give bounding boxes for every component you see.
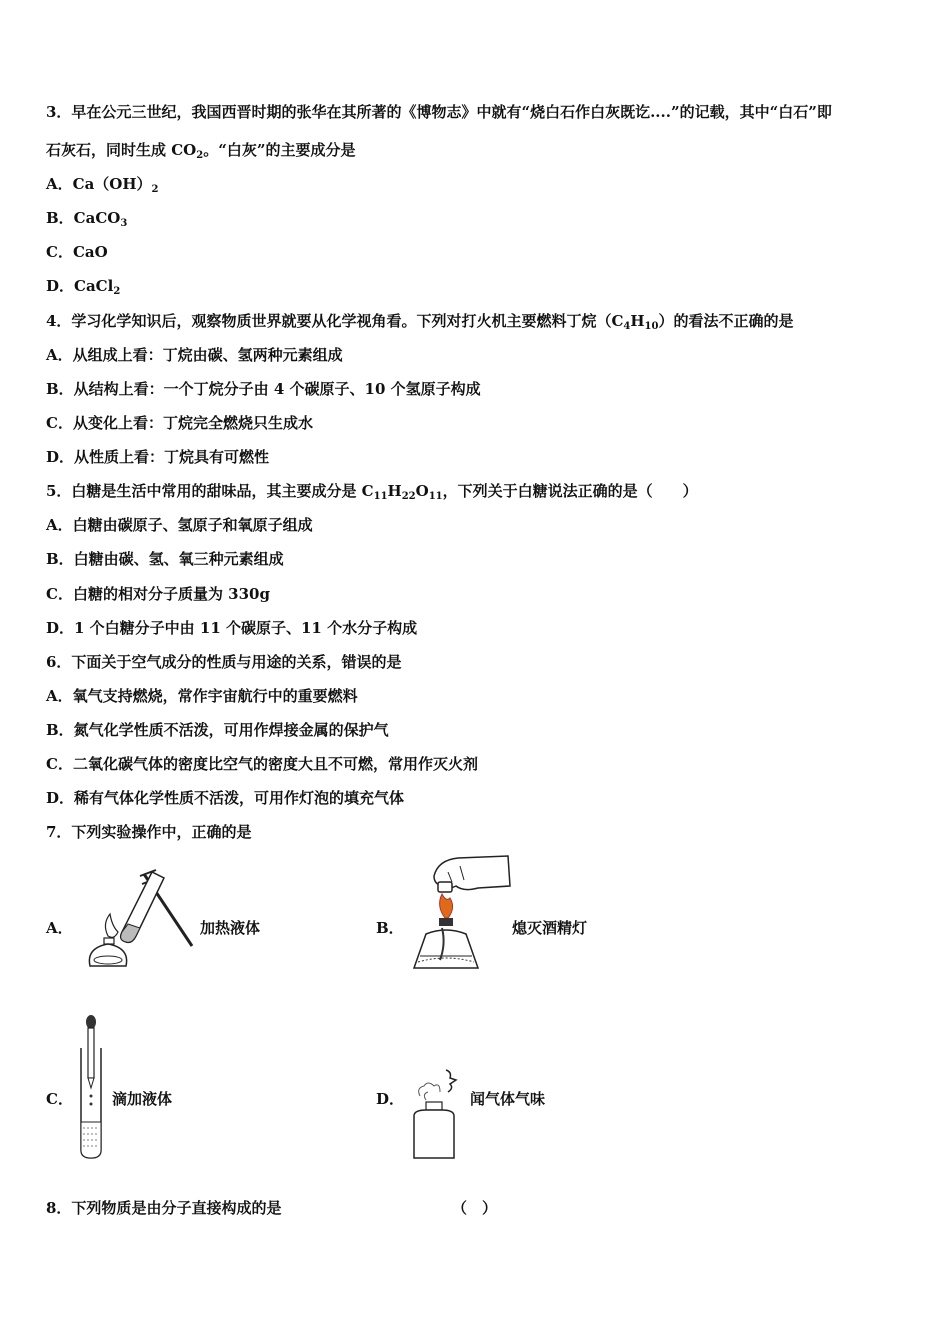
q7-option-a-caption: 加热液体 <box>200 919 261 937</box>
q6-option-d[interactable]: D．稀有气体化学性质不活泼，可用作灯泡的填充气体 <box>46 789 405 807</box>
q7-option-a-letter[interactable]: A． <box>46 919 73 937</box>
q6-option-b[interactable]: B．氮气化学性质不活泼，可用作焊接金属的保护气 <box>46 721 389 739</box>
dropper-test-tube-figure <box>76 1012 106 1162</box>
q6-stem: 6．下面关于空气成分的性质与用途的关系，错误的是 <box>46 653 402 671</box>
q3-option-a[interactable]: A．$Ca(OH)_2$ <box>46 175 159 195</box>
q4-option-d[interactable]: D．从性质上看：丁烷具有可燃性 <box>46 448 270 466</box>
q6-option-c[interactable]: C．二氧化碳气体的密度比空气的密度大且不可燃，常用作灭火剂 <box>46 755 478 773</box>
q4-option-a[interactable]: A．从组成上看：丁烷由碳、氢两种元素组成 <box>46 346 343 364</box>
q7-stem: 7．下列实验操作中，正确的是 <box>46 823 252 841</box>
q7-option-d-letter[interactable]: D． <box>376 1090 405 1108</box>
q3-option-c[interactable]: C．CaO <box>46 243 108 261</box>
q5-option-d[interactable]: D．1 个白糖分子中由 11 个碳原子、11 个水分子构成 <box>46 619 418 637</box>
q7-option-b-letter[interactable]: B． <box>376 919 404 937</box>
q8-stem: 8．下列物质是由分子直接构成的是 <box>46 1199 282 1217</box>
q7-option-c-caption: 滴加液体 <box>112 1090 173 1108</box>
q6-option-a[interactable]: A．氧气支持燃烧，常作宇宙航行中的重要燃料 <box>46 687 358 705</box>
q3-stem-line2: 石灰石，同时生成 $CO_2$。“白灰”的主要成分是 <box>46 141 356 161</box>
q4-option-c[interactable]: C．从变化上看：丁烷完全燃烧只生成水 <box>46 414 313 432</box>
q3-stem-line1: 3．早在公元三世纪，我国西晋时期的张华在其所著的《博物志》中就有“烧白石作白灰既讫....”的记载，其中“白石”即 <box>46 103 832 121</box>
q3-option-d[interactable]: D．CaCl$_2$ <box>46 277 121 297</box>
extinguish-lamp-figure <box>408 852 512 974</box>
q5-stem: 5．白糖是生活中常用的甜味品，其主要成分是 $C_{11}H_{22}O_{11}$，下列关于白糖说法正确的是（ ） <box>46 482 698 502</box>
q4-option-b[interactable]: B．从结构上看：一个丁烷分子由 4 个碳原子、10 个氢原子构成 <box>46 380 481 398</box>
q7-option-d-caption: 闻气体气味 <box>470 1090 546 1108</box>
gas-bottle-figure <box>406 1066 470 1160</box>
q7-option-b-caption: 熄灭酒精灯 <box>512 919 588 937</box>
q4-stem: 4．学习化学知识后，观察物质世界就要从化学视角看。下列对打火机主要燃料丁烷$(C_4H_{10})$的看法不正确的是 <box>46 312 794 332</box>
heating-liquid-figure <box>82 866 198 972</box>
q5-option-b[interactable]: B．白糖由碳、氢、氧三种元素组成 <box>46 550 284 568</box>
q5-option-c[interactable]: C．白糖的相对分子质量为 330g <box>46 585 270 603</box>
q5-option-a[interactable]: A．白糖由碳原子、氢原子和氧原子组成 <box>46 516 313 534</box>
q8-answer-parentheses[interactable]: （ ） <box>452 1199 498 1217</box>
q7-option-c-letter[interactable]: C． <box>46 1090 73 1108</box>
q3-option-b[interactable]: B．CaCO$_3$ <box>46 209 128 229</box>
